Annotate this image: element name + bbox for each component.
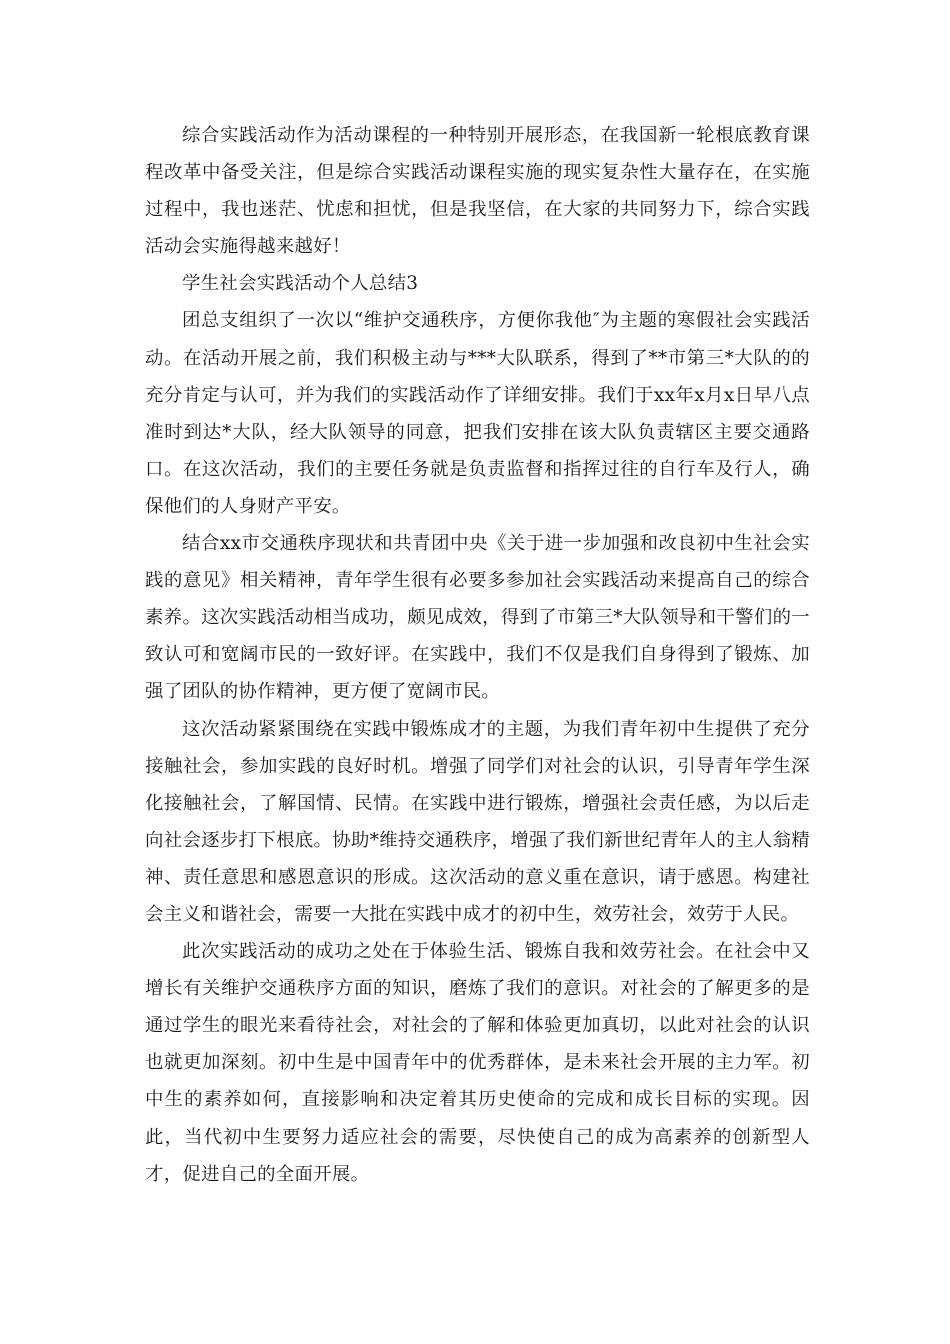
paragraph-significance: 这次活动紧紧围绕在实践中锻炼成才的主题，为我们青年初中生提供了充分接触社会，参加实践的良好时机。增强了同学们对社会的认识，引导青年学生深化接触社会，了解国情、民情。在实践中进行锻炼，增强社会责任感，为以后走向社会逐步打下根底。协助*维持交通秩序，增强了我们新世纪青年人的主人翁精神、责任意思和感恩意识的形成。这次活动的意义重在意识，请于感恩。构建社会主义和谐社会，需要一大批在实践中成才的初中生，效劳社会，效劳于人民。 (145, 718, 810, 925)
document-body (145, 117, 810, 1193)
paragraph-intro: 综合实践活动作为活动课程的一种特别开展形态，在我国新一轮根底教育课程改革中备受关注，但是综合实践活动课程实施的现实复杂性大量存在，在实施过程中，我也迷茫、忧虑和担忧，但是我坚信，在大家的共同努力下，综合实践活动会实施得越来越好！ (145, 125, 810, 258)
paragraph-activity: 团总支组织了一次以“维护交通秩序，方便你我他″为主题的寒假社会实践活动。在活动开展之前，我们积极主动与***大队联系，得到了**市第三*大队的的充分肯定与认可，并为我们的实践活动作了详细安排。我们于xx年x月x日早八点准时到达*大队，经大队领导的同意，把我们安排在该大队负责辖区主要交通路口。在这次活动，我们的主要任务就是负责监督和指挥过往的自行车及行人，确保他们的人身财产平安。 (145, 310, 810, 517)
section-heading: 学生社会实践活动个人总结3 (182, 273, 419, 295)
paragraph-conclusion: 此次实践活动的成功之处在于体验生活、锻炼自我和效劳社会。在社会中又增长有关维护交通秩序方面的知识，磨炼了我们的意识。对社会的了解更多的是通过学生的眼光来看待社会，对社会的了解和体验更加真切，以此对社会的认识也就更加深刻。初中生是中国青年中的优秀群体，是未来社会开展的主力军。初中生的素养如何，直接影响和决定着其历史使命的完成和成长目标的实现。因此，当代初中生要努力适应社会的需要，尽快使自己的成为高素养的创新型人才，促进自己的全面开展。 (145, 941, 810, 1185)
paragraph-context: 结合xx市交通秩序现状和共青团中央《关于进一步加强和改良初中生社会实践的意见》相关精神，青年学生很有必要多参加社会实践活动来提高自己的综合素养。这次实践活动相当成功，颇见成效，得到了市第三*大队领导和干警们的一致认可和宽阔市民的一致好评。在实践中，我们不仅是我们自身得到了锻炼、加强了团队的协作精神，更方便了宽阔市民。 (145, 533, 810, 703)
